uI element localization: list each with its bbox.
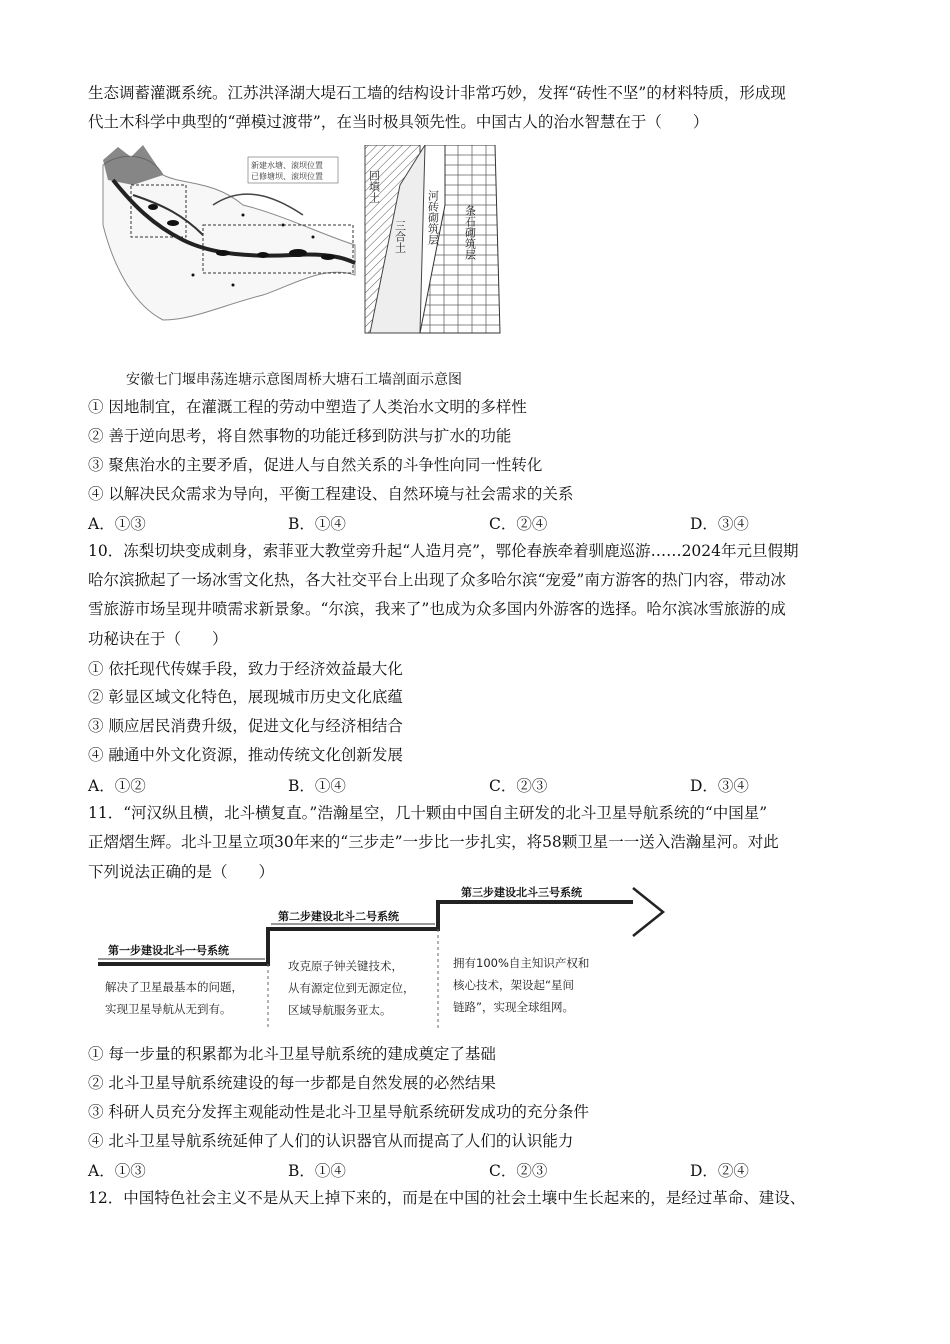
q10-statement-2: ② 彰显区域文化特色，展现城市历史文化底蕴 [88,688,403,706]
q9-option-c[interactable]: C．②④ [489,515,548,533]
step2-text-1: 攻克原子钟关键技术， [288,959,403,973]
q10-statement-4: ④ 融通中外文化资源，推动传统文化创新发展 [88,746,403,764]
label-huitian: 回填土 [367,170,381,203]
q11-option-c[interactable]: C．②③ [489,1162,548,1180]
q9-option-d[interactable]: D．③④ [690,515,749,533]
q9-statement-4: ④ 以解决民众需求为导向，平衡工程建设、自然环境与社会需求的关系 [88,485,574,503]
q11-statement-4: ④ 北斗卫星导航系统延伸了人们的认识器官从而提高了人们的认识能力 [88,1132,574,1150]
q10-line-4: 功秘诀在于（ ） [88,630,228,648]
map-legend-line-1: 新建水塘、滚坝位置 [251,161,323,170]
step2-title: 第二步建设北斗二号系统 [278,910,399,923]
map-legend-line-2: 已修塘坝、滚坝位置 [251,172,323,181]
stone-wall-section-figure [360,145,510,335]
label-hezhuan: 河砖砌筑层 [426,190,440,245]
q11-option-a[interactable]: A．①③ [88,1162,146,1180]
q11-statement-3: ③ 科研人员充分发挥主观能动性是北斗卫星导航系统研发成功的充分条件 [88,1103,589,1121]
step2-text-2: 从有源定位到无源定位， [288,981,415,995]
q10-line-3: 雪旅游市场呈现井喷需求新景象。“尔滨，我来了”也成为众多国内外游客的选择。哈尔滨冰雪旅游的成 [88,600,786,618]
step3-text-1: 拥有100%自主知识产权和 [453,956,590,970]
q9-option-b[interactable]: B．①④ [288,515,346,533]
step3-text-3: 链路”，实现全球组网。 [453,1000,574,1014]
step1-title: 第一步建设北斗一号系统 [108,944,229,957]
figure-caption: 安徽七门堰串荡连塘示意图周桥大塘石工墙剖面示意图 [126,372,462,388]
label-sanhetu: 三合土 [393,220,407,253]
q10-options [88,774,868,794]
q11-option-d[interactable]: D．②④ [690,1162,749,1180]
q10-option-b[interactable]: B．①④ [288,777,346,795]
q11-statement-2: ② 北斗卫星导航系统建设的每一步都是自然发展的必然结果 [88,1074,496,1092]
step2-text-3: 区域导航服务亚太。 [288,1003,392,1017]
qimenyan-map-figure [93,145,358,335]
q9-statement-3: ③ 聚焦治水的主要矛盾，促进人与自然关系的斗争性向同一性转化 [88,456,543,474]
label-tiaoshi: 条石砌筑层 [463,205,477,260]
q11-option-b[interactable]: B．①④ [288,1162,346,1180]
q10-line-2: 哈尔滨掀起了一场冰雪文化热，各大社交平台上出现了众多哈尔滨“宠爱”南方游客的热门内容，带动冰 [88,571,786,589]
q11-line-2: 正熠熠生辉。北斗卫星立项30年来的“三步走”一步比一步扎实，将58颗卫星一一送入浩瀚星河。对此 [88,833,779,851]
q9-options [88,512,868,532]
q11-line-1: 11．“河汉纵且横，北斗横复直。”浩瀚星空，几十颗由中国自主研发的北斗卫星导航系统的“中国星” [88,804,768,822]
q10-line-1: 10．冻梨切块变成刺身，索菲亚大教堂旁升起“人造月亮”，鄂伦春族牵着驯鹿巡游……2024年元旦假期 [88,542,799,560]
intro-line-1: 生态调蓄灌溉系统。江苏洪泽湖大堤石工墙的结构设计非常巧妙，发挥“砖性不坚”的材料特质，形成现 [88,84,786,102]
q10-option-a[interactable]: A．①② [88,777,146,795]
step1-text-1: 解决了卫星最基本的问题， [105,980,243,994]
q9-statement-1: ① 因地制宜，在灌溉工程的劳动中塑造了人类治水文明的多样性 [88,398,527,416]
q9-statement-2: ② 善于逆向思考，将自然事物的功能迁移到防洪与扩水的功能 [88,427,512,445]
q10-statement-1: ① 依托现代传媒手段，致力于经济效益最大化 [88,660,403,678]
q9-option-a[interactable]: A．①③ [88,515,146,533]
q11-statement-1: ① 每一步量的积累都为北斗卫星导航系统的建成奠定了基础 [88,1045,496,1063]
step3-title: 第三步建设北斗三号系统 [461,886,582,899]
q10-option-c[interactable]: C．②③ [489,777,548,795]
beidou-steps-figure [93,884,673,1034]
q10-statement-3: ③ 顺应居民消费升级，促进文化与经济相结合 [88,717,403,735]
q11-line-3: 下列说法正确的是（ ） [88,863,275,881]
q10-option-d[interactable]: D．③④ [690,777,749,795]
step3-text-2: 核心技术，架设起“星间 [453,978,574,992]
q12-line-1: 12．中国特色社会主义不是从天上掉下来的，而是在中国的社会土壤中生长起来的，是经过革命、建设、 [88,1189,806,1207]
intro-line-2: 代土木科学中典型的“弹模过渡带”，在当时极具领先性。中国古人的治水智慧在于（ ） [88,113,709,131]
step1-text-2: 实现卫星导航从无到有。 [105,1002,232,1016]
q11-options [88,1159,868,1179]
